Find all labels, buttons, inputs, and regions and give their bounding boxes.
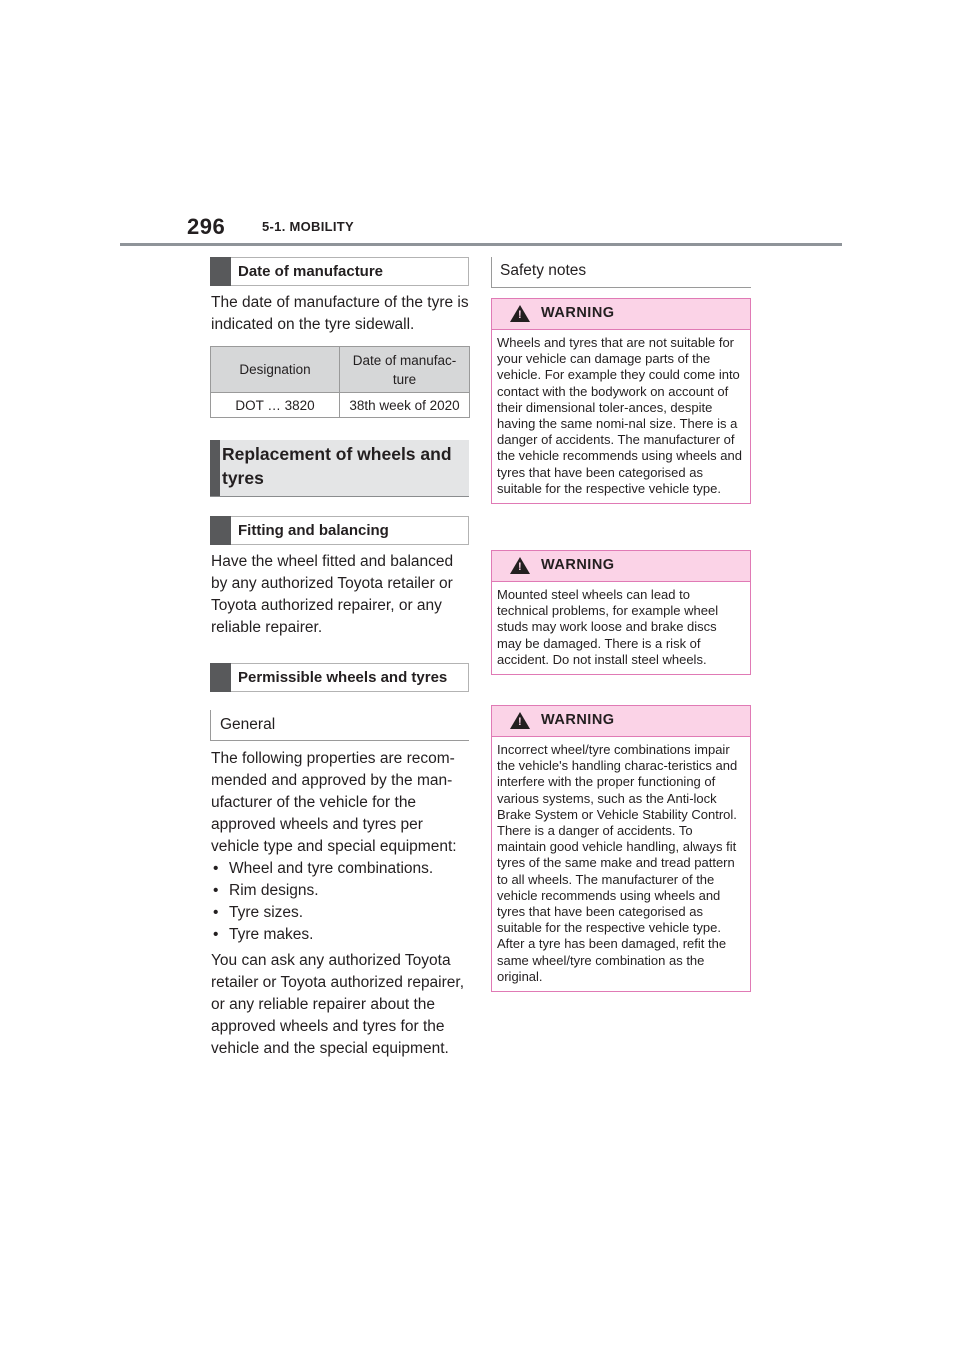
table-cell: DOT … 3820	[211, 393, 340, 418]
list-item: • Tyre makes.	[211, 924, 473, 946]
permissible-heading	[210, 663, 469, 692]
closing-paragraph: You can ask any authorized Toyota retailer or Toyota authorized repairer, or any reliable repairer about the approved wheels and tyres for the vehicle and the special equipment.	[211, 952, 465, 1057]
heading-text: Fitting and balancing	[238, 522, 389, 539]
safety-notes-heading	[491, 257, 751, 288]
warning-text: Mounted steel wheels can lead to technical problems, for example wheel studs may work loose and brake discs may be damaged. There is a risk of accident. Do not install steel wheels.	[497, 587, 719, 667]
list-item: • Rim designs.	[211, 880, 473, 902]
general-heading	[210, 710, 469, 741]
warning-text: Wheels and tyres that are not suitable for your vehicle can damage parts of the vehicle. For example they could come into contact with the bodywork on account of their dimensional toler-ances, despite having the same nomi-nal size. There is a danger of accidents. The manufacturer of the vehicle recommends using wheels and tyres that have been categorised as suitable for the respective vehicle type.	[497, 335, 742, 496]
warning-header	[492, 299, 750, 330]
header-rule	[120, 243, 842, 246]
warning-header	[492, 551, 750, 582]
exclamation-icon: !	[518, 309, 522, 321]
section-title: 5-1. MOBILITY	[262, 219, 355, 234]
date-paragraph: The date of manufacture of the tyre is indicated on the tyre sidewall.	[211, 294, 469, 333]
properties-list	[211, 858, 473, 946]
list-item: • Wheel and tyre combinations.	[211, 858, 473, 880]
exclamation-icon: !	[518, 561, 522, 573]
exclamation-icon: !	[518, 716, 522, 728]
heading-text: Date of manufacture	[238, 263, 384, 280]
table-header-cell: Date of manufac- ture	[340, 347, 470, 393]
heading-bar	[210, 440, 220, 496]
replacement-heading	[210, 440, 469, 497]
heading-bar	[210, 257, 231, 286]
date-table	[210, 346, 470, 418]
page-number: 296	[187, 214, 226, 239]
warning-label: WARNING	[541, 305, 615, 321]
table-cell: 38th week of 2020	[340, 393, 470, 418]
general-section	[211, 748, 473, 1060]
table-header-row	[211, 347, 470, 393]
fitting-heading	[210, 516, 469, 545]
warning-header	[492, 706, 750, 737]
heading-bar	[210, 663, 231, 692]
fitting-paragraph: Have the wheel fitted and balanced by any authorized Toyota retailer or Toyota authorized repairer, or any reliable repairer.	[211, 553, 454, 636]
warning-box	[491, 550, 751, 675]
warning-label: WARNING	[541, 557, 615, 573]
heading-text: Permissible wheels and tyres	[238, 669, 448, 686]
heading-bar	[210, 516, 231, 545]
general-paragraph: The following properties are recom-mended and approved by the man-ufacturer of the vehicle for the approved wheels and tyres per vehicle type and special equipment:	[211, 750, 457, 855]
table-row	[211, 393, 470, 418]
heading-text: General	[220, 716, 276, 733]
warning-box	[491, 705, 751, 992]
warning-label: WARNING	[541, 712, 615, 728]
warning-box	[491, 298, 751, 504]
table-header-cell: Designation	[211, 347, 340, 393]
warning-text: Incorrect wheel/tyre combinations impair the vehicle's handling charac-teristics and interfere with the proper functioning of various systems, such as the Anti-lock Brake System or Vehicle Stability Control. There is a danger of accidents. To maintain good vehicle handling, always fit tyres of the same make and tread pattern to all wheels. The manufacturer of the vehicle recommends using wheels and tyres that have been categorised as suitable for the respective vehicle type. After a tyre has been damaged, refit the same wheel/tyre combination as the original.	[497, 742, 738, 984]
date-of-manufacture-heading	[210, 257, 469, 286]
list-item: • Tyre sizes.	[211, 902, 473, 924]
heading-text: Safety notes	[500, 262, 587, 279]
heading-text: Replacement of wheels and tyres	[222, 444, 452, 488]
